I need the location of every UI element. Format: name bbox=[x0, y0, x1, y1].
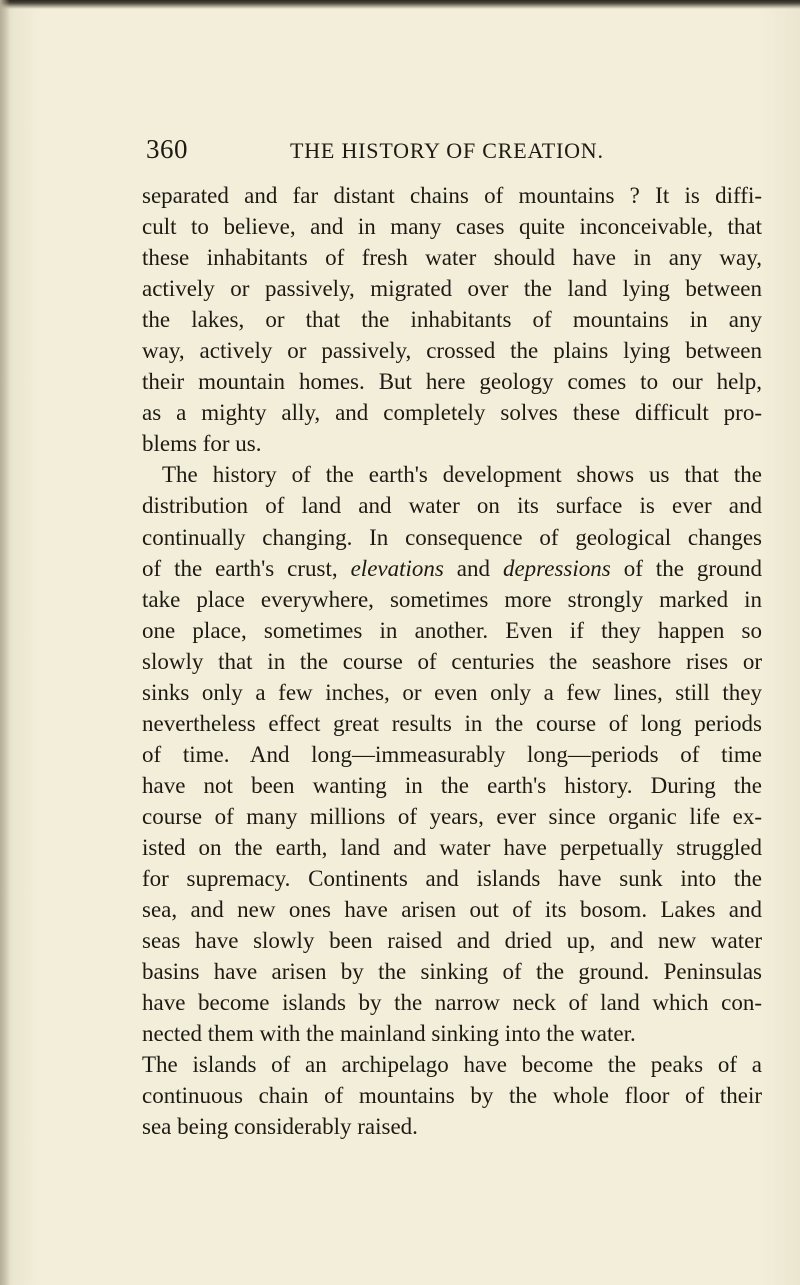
text-line: nevertheless effect great results in the course of long periods bbox=[142, 710, 762, 736]
text-line: continuous chain of mountains by the whole floor of their bbox=[142, 1083, 762, 1109]
text-line: sea being considerably raised. bbox=[142, 1114, 418, 1140]
emphasis-elevations: elevations bbox=[350, 555, 444, 581]
text-line: slowly that in the course of centuries the seashore rises or bbox=[142, 648, 762, 674]
text-line: one place, sometimes in another. Even if they happen so bbox=[142, 617, 762, 643]
text-line: separated and far distant chains of mountains ? It is diffi- bbox=[142, 183, 762, 208]
text-line: continually changing. In consequence of geological changes bbox=[142, 524, 762, 550]
text-line: of time. And long—immeasurably long—periods of time bbox=[142, 741, 762, 767]
text-line: seas have slowly been raised and dried up, and new water bbox=[142, 928, 762, 954]
text-line: distribution of land and water on its surface is ever and bbox=[142, 493, 762, 519]
text-line: course of many millions of years, ever since organic life ex- bbox=[142, 803, 762, 829]
text-line: as a mighty ally, and completely solves these difficult pro- bbox=[142, 400, 762, 426]
text-segment: of the earth's crust, bbox=[142, 555, 338, 581]
text-line: for supremacy. Continents and islands have sunk into the bbox=[142, 866, 762, 892]
text-line: blems for us. bbox=[142, 431, 262, 457]
text-line: have not been wanting in the earth's history. During the bbox=[142, 772, 762, 798]
page-gutter-shadow bbox=[0, 0, 10, 1285]
emphasis-depressions: depressions bbox=[502, 555, 611, 581]
text-line: basins have arisen by the sinking of the ground. Peninsulas bbox=[142, 959, 762, 985]
text-line: sea, and new ones have arisen out of its bosom. Lakes and bbox=[142, 897, 762, 923]
body-text bbox=[142, 180, 762, 1142]
page-header bbox=[146, 134, 626, 174]
page-top-edge bbox=[0, 0, 800, 9]
text-line: the lakes, or that the inhabitants of mountains in any bbox=[142, 307, 762, 333]
text-line: isted on the earth, land and water have perpetually struggled bbox=[142, 834, 762, 860]
text-segment: and bbox=[456, 555, 491, 581]
text-line: their mountain homes. But here geology comes to our help, bbox=[142, 369, 762, 395]
text-line: way, actively or passively, crossed the plains lying between bbox=[142, 338, 762, 364]
text-line: have become islands by the narrow neck of land which con- bbox=[142, 990, 762, 1016]
text-line: these inhabitants of fresh water should have in any way, bbox=[142, 245, 762, 271]
text-segment: of the ground bbox=[623, 555, 763, 581]
text-line: The islands of an archipelago have become the peaks of a bbox=[142, 1052, 762, 1078]
text-line: sinks only a few inches, or even only a few lines, still they bbox=[142, 679, 762, 705]
text-line: nected them with the mainland sinking into the water. bbox=[142, 1021, 636, 1047]
running-title: THE HISTORY OF CREATION. bbox=[290, 138, 604, 163]
page-number: 360 bbox=[146, 134, 188, 164]
text-line: The history of the earth's development shows us that the bbox=[162, 462, 762, 488]
text-line: take place everywhere, sometimes more strongly marked in bbox=[142, 586, 762, 612]
text-line: actively or passively, migrated over the land lying between bbox=[142, 276, 762, 302]
text-line: cult to believe, and in many cases quite inconceivable, that bbox=[142, 214, 762, 240]
text-line-with-emphasis bbox=[142, 553, 762, 584]
